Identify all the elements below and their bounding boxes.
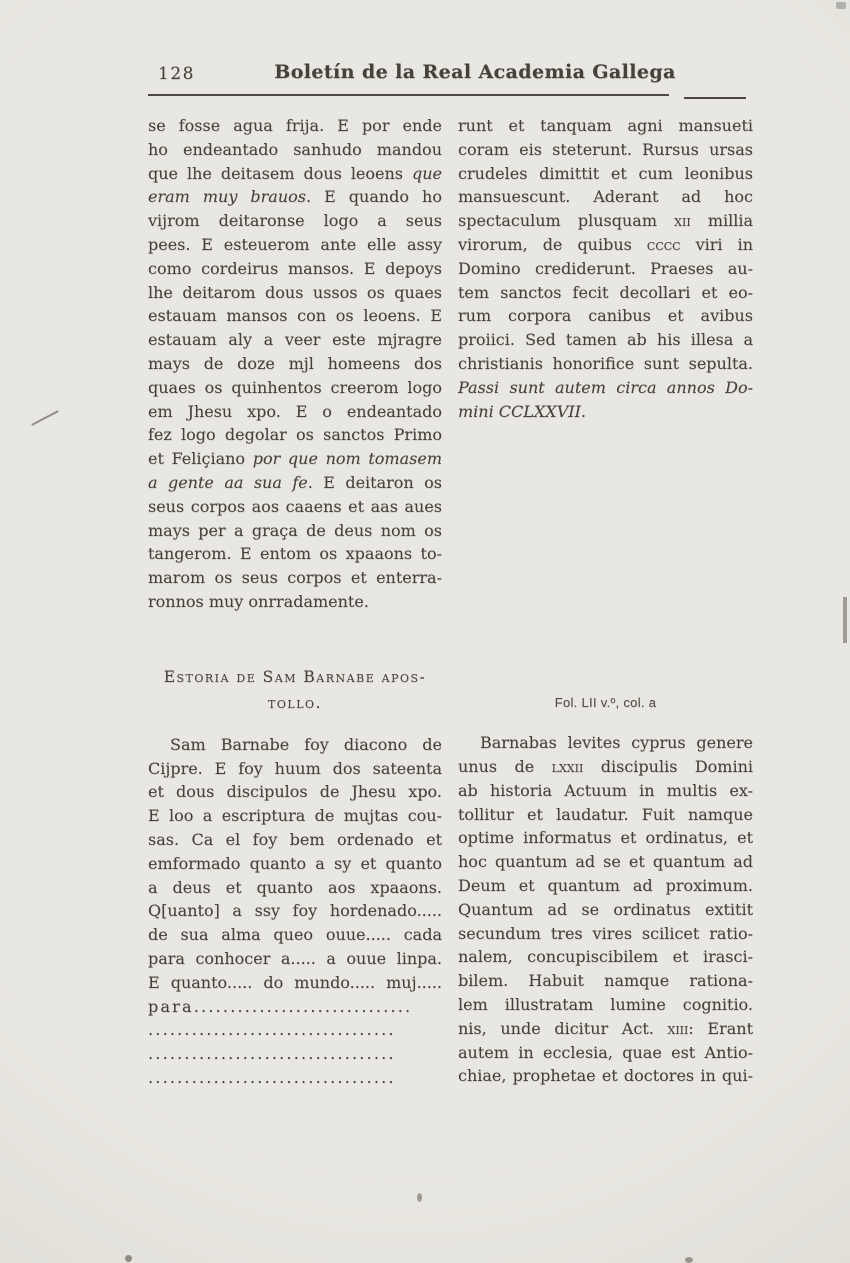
text-segment: virorum, de quibus [458,234,647,254]
paragraph [148,733,442,995]
text-line [458,281,753,305]
text-segment: Deum et quantum ad proximum. [458,875,753,895]
text-line [148,447,442,471]
italic-text: mini CCLXXVII. [458,401,586,421]
text-segment: emformado quanto a sy et quanto [148,853,442,873]
left-column [148,114,442,1090]
smallcaps-text: lxxii [551,756,584,776]
text-line [458,945,753,969]
text-segment: estauam mansos con os leoens. E [148,306,442,326]
text-segment: Cijpre. E foy huum dos sateenta [148,758,442,778]
text-segment: Domino crediderunt. Praeses au- [458,258,753,278]
text-segment: Quantum ad se ordinatus extitit [458,899,753,919]
paragraph [458,731,753,1088]
text-segment: Barnabas levites cyprus genere [480,733,753,753]
text-segment: spectaculum plusquam [458,211,675,231]
text-segment: autem in ecclesia, quae est Antio- [458,1042,753,1062]
text-line [458,1064,753,1088]
text-line [148,352,442,376]
text-line [458,969,753,993]
smallcaps-text: xii [674,211,691,231]
text-line [148,852,442,876]
text-line [148,162,442,186]
text-segment: fez logo degolar os sanctos Primo [148,425,442,445]
text-segment: ab historia Actuum in multis ex- [458,780,753,800]
scan-artifact-corner-mark [836,2,846,9]
scan-artifact-right-edge [843,597,847,643]
text-line [148,664,442,690]
lacuna-dots [148,995,442,1090]
text-segment: et Feliçiano [148,449,253,469]
text-line [458,755,753,779]
text-line [148,471,442,495]
text-line [148,138,442,162]
text-segment: como cordeirus mansos. E depoys [148,258,442,278]
text-segment: coram eis steterunt. Rursus ursas [458,139,753,159]
text-segment: estauam aly a veer este mjragre [148,330,442,350]
paragraph [148,114,442,614]
text-line [458,162,753,186]
scan-speck-left [125,1255,132,1262]
text-line [148,995,442,1019]
right-column [458,114,753,1088]
text-line [458,1017,753,1041]
text-line [148,400,442,424]
text-line [148,590,442,614]
text-line [458,114,753,138]
smallcaps-text: cccc [646,234,681,254]
text-line [148,1066,442,1090]
section-heading [148,664,442,716]
scan-artifact-bottom-mark [417,1193,422,1202]
text-line [148,281,442,305]
text-segment: marom os seus corpos et enterra- [148,568,442,588]
text-line [458,803,753,827]
text-segment: christianis honorifice sunt sepulta. [458,353,753,373]
scan-speck-right [685,1257,693,1263]
text-line [148,947,442,971]
text-line [458,328,753,352]
text-segment: Q[uanto] a ssy foy hordenado..... [148,901,442,921]
text-line [148,495,442,519]
text-line [458,850,753,874]
text-segment: quaes os quinhentos creerom logo [148,377,442,397]
text-line [458,138,753,162]
text-line [458,304,753,328]
text-segment: proiici. Sed tamen ab his illesa a [458,330,753,350]
text-segment: mays de doze mjl homeens dos [148,353,442,373]
text-segment: bilem. Habuit namque rationa- [458,971,753,991]
text-segment: em Jhesu xpo. E o endeantado [148,401,442,421]
text-line [458,185,753,209]
text-segment: nalem, concupiscibilem et irasci- [458,947,753,967]
text-line [148,304,442,328]
text-segment: chiae, prophetae et doctores in qui- [458,1066,753,1086]
text-segment: crudeles dimittit et cum leonibus [458,163,753,183]
scan-artifact-diagonal-mark [31,410,58,426]
text-segment: pees. E esteuerom ante elle assy [148,234,442,254]
text-line [148,876,442,900]
text-line [458,233,753,257]
text-segment: : Erant [688,1018,753,1038]
text-line [148,376,442,400]
text-segment: runt et tanquam agni mansueti [458,116,753,135]
text-segment: tangerom. E entom os xpaaons to- [148,544,442,564]
italic-text: a gente aa sua fe [148,472,308,492]
text-line [458,352,753,376]
text-line [148,733,442,757]
text-line [458,826,753,850]
text-segment: .................................. [148,1020,396,1040]
text-line [148,804,442,828]
header-rule-right [684,97,746,99]
text-segment: mays per a graça de deus nom os [148,520,442,540]
text-segment: . E deitaron os [307,472,443,492]
text-line [148,185,442,209]
journal-title: Boletín de la Real Academia Gallega [274,61,676,83]
text-line [458,922,753,946]
text-line [148,899,442,923]
text-line [458,691,753,715]
text-segment: .................................. [148,1067,396,1087]
text-segment: tollitur et laudatur. Fuit namque [458,804,753,824]
text-line [148,757,442,781]
text-segment: sas. Ca el foy bem ordenado et [148,829,442,849]
text-segment: unus de [458,756,552,776]
text-line [148,114,442,138]
text-line [148,923,442,947]
text-segment: para conhocer a..... a ouue linpa. [148,948,442,968]
text-line [148,423,442,447]
text-line [458,257,753,281]
text-segment: Fol. LII v.º, col. a [554,695,657,711]
text-line [458,400,753,424]
paragraph [458,114,753,423]
text-line [148,209,442,233]
text-line [458,209,753,233]
header-rule [148,94,669,96]
text-segment: secundum tres vires scilicet ratio- [458,923,753,943]
text-line [148,542,442,566]
text-segment: hoc quantum ad se et quantum ad [458,852,753,872]
text-line [148,233,442,257]
text-segment: et dous discipulos de Jhesu xpo. [148,782,442,802]
text-segment: mansuescunt. Aderant ad hoc [458,187,753,207]
text-segment: . E quando ho [305,187,442,207]
text-segment: .................................. [148,1044,396,1064]
text-segment: optime informatus et ordinatus, et [458,828,753,848]
text-segment: lhe deitarom dous ussos os quaes [148,282,442,302]
italic-text: Passi sunt autem circa annos Do- [458,377,753,397]
text-line [458,898,753,922]
text-line [458,779,753,803]
text-segment: tem sanctos fecit decollari et eo- [458,282,753,302]
text-line [148,566,442,590]
italic-text: eram muy brauos [148,187,306,207]
text-segment: Sam Barnabe foy diacono de [170,734,442,754]
text-segment: para.............................. [148,996,413,1016]
page-number: 128 [158,64,195,84]
text-line [148,519,442,543]
text-segment: Estoria de Sam Barnabe apos- [163,667,427,686]
italic-text: que [411,163,442,183]
text-segment: ronnos muy onrradamente. [148,591,369,611]
text-segment: rum corpora canibus et avibus [458,306,753,326]
text-segment: tollo. [268,693,322,712]
text-segment: se fosse agua frija. E por ende [148,116,442,135]
text-segment: nis, unde dicitur Act. [458,1018,668,1038]
text-line [148,690,442,716]
text-line [458,731,753,755]
journal-title-wrap [240,61,710,83]
smallcaps-text: xiii [667,1018,689,1038]
text-segment: a deus et quanto aos xpaaons. [148,877,442,897]
text-segment: vijrom deitaronse logo a seus [148,211,442,231]
text-segment: seus corpos aos caaens et aas aues [148,496,442,516]
text-line [148,828,442,852]
italic-text: por que nom tomasem [252,449,442,469]
text-segment: ho endeantado sanhudo mandou [148,139,442,159]
text-line [148,328,442,352]
text-segment: que lhe deitasem dous leoens [148,163,412,183]
text-segment: lem illustratam lumine cognitio. [458,994,753,1014]
text-segment: discipulis Domini [583,756,753,776]
folio-caption [458,691,753,715]
text-line [458,874,753,898]
text-segment: millia [690,211,753,231]
text-line [148,1042,442,1066]
text-line [458,1041,753,1065]
text-segment: E loo a escriptura de mujtas cou- [148,806,442,826]
text-line [458,376,753,400]
text-line [148,257,442,281]
text-segment: viri in [680,234,753,254]
text-segment: E quanto..... do mundo..... muj..... [148,972,442,992]
text-line [148,780,442,804]
text-line [458,993,753,1017]
text-line [148,971,442,995]
text-segment: de sua alma queo ouue..... cada [148,925,442,945]
text-line [148,1018,442,1042]
